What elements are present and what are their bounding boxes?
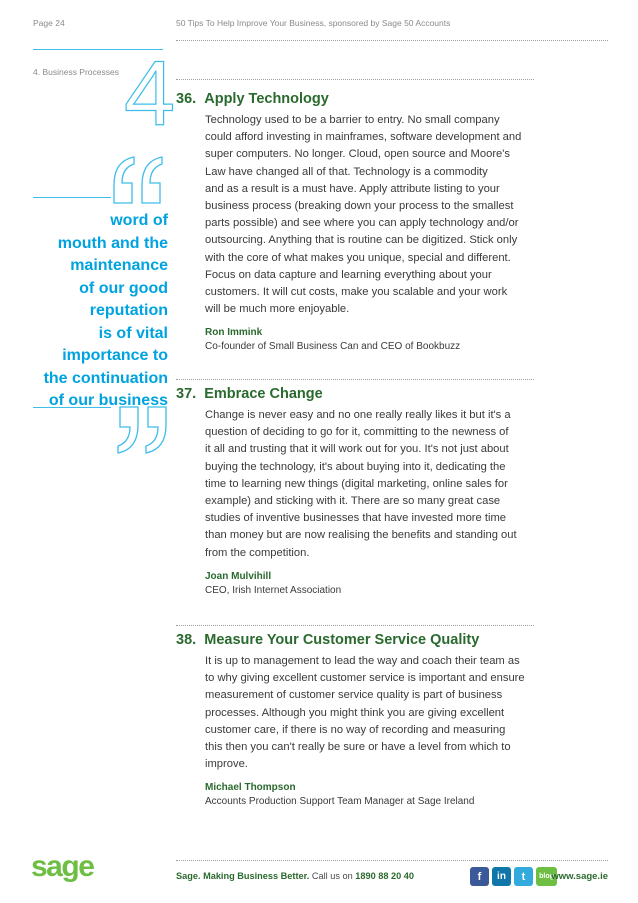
body-line: Change is never easy and no one really really likes it but it's a [205, 409, 511, 421]
document-title: 50 Tips To Help Improve Your Business, sponsored by Sage 50 Accounts [176, 18, 451, 28]
author-role: Accounts Production Support Team Manager at Sage Ireland [205, 796, 475, 808]
pull-quote [0, 210, 168, 413]
body-line: customers. It will cut costs, make you scalable and your work [205, 286, 508, 299]
body-line: Technology used to be a barrier to entry. No small company [205, 114, 500, 126]
quote-line: mouth and the [57, 234, 168, 252]
author-name: Ron Immink [205, 327, 263, 339]
tip-number: 37. [176, 386, 197, 402]
body-line: than money but are now realising the benefits and standing out [205, 529, 517, 542]
quote-line: of our good [79, 279, 168, 297]
body-line: could afford investing in mainframes, software development and [205, 131, 522, 144]
tip-heading: Measure Your Customer Service Quality [204, 632, 480, 648]
body-line: and as a result is a must have. Apply attribute listing to your [205, 182, 500, 195]
website-link[interactable]: www.sage.ie [551, 871, 608, 882]
tip-body [205, 653, 576, 773]
body-line: Law have changed all of that. Technology is a commodity [205, 165, 488, 178]
body-line: measurement of customer service quality is part of business [205, 689, 503, 702]
tip-divider [176, 625, 534, 626]
body-line: studies of inventive businesses that have invested more time [205, 512, 506, 525]
body-line: buying the technology, it's about buying into it, dedicating the [205, 460, 506, 473]
body-line: will be much more enjoyable. [205, 303, 350, 316]
sage-logo[interactable]: sage [31, 850, 94, 883]
footer-tagline-row [176, 871, 414, 881]
blog-icon[interactable]: blog [536, 867, 557, 886]
tip-number: 36. [176, 91, 197, 107]
tip-title [176, 632, 576, 648]
quote-line: the continuation [43, 369, 168, 387]
quote-bottom-rule [33, 407, 111, 408]
body-line: to why giving excellent customer service is important and ensure [205, 672, 525, 685]
quote-line: reputation [89, 302, 168, 319]
body-line: parts possible) and see where you can apply technology and/or [205, 217, 519, 230]
author-role: Co-founder of Small Business Can and CEO of Bookbuzz [205, 341, 461, 353]
author-name: Michael Thompson [205, 782, 296, 794]
tip-divider [176, 379, 534, 380]
tip-heading: Embrace Change [204, 386, 323, 402]
tip-37 [176, 386, 576, 596]
quote-line: maintenance [70, 257, 168, 274]
page-number: Page 24 [33, 18, 65, 28]
tip-title [176, 386, 576, 402]
header-divider [176, 40, 608, 41]
close-quote-icon [116, 405, 170, 455]
tip-heading: Apply Technology [204, 91, 329, 107]
body-line: question of deciding to go for it, committing to the newness of [205, 426, 509, 439]
footer-call-text: Call us on [311, 871, 353, 881]
twitter-icon[interactable]: t [514, 867, 533, 886]
body-line: time to learning new things (digital marketing, online sales for [205, 477, 508, 490]
quote-line: word of [110, 212, 168, 229]
body-line: with the core of what makes you unique, special and different. [205, 251, 511, 264]
body-line: it all and trusting that it will work out for you. It's not just about [205, 443, 509, 456]
tip-divider [176, 79, 534, 80]
body-line: from the competition. [205, 546, 310, 559]
body-line: this then you can't really be sure or have a level from which to [205, 741, 511, 754]
body-line: Focus on data capture and learning everything about your [205, 268, 492, 281]
body-line: outsourcing. Anything that is routine can be digitized. Stick only [205, 234, 518, 247]
section-number: 4 [124, 43, 176, 145]
tip-38 [176, 632, 576, 807]
facebook-icon[interactable]: f [470, 867, 489, 886]
body-line: It is up to management to lead the way and coach their team as [205, 655, 520, 667]
section-label: 4. Business Processes [33, 67, 119, 77]
footer-tagline: Sage. Making Business Better. [176, 871, 310, 881]
footer-divider [176, 860, 608, 861]
tip-body [205, 112, 576, 318]
body-line: customer care, if there is no way of recording and measuring [205, 723, 506, 736]
quote-line: is of vital [98, 324, 168, 342]
author-role: CEO, Irish Internet Association [205, 584, 342, 596]
linkedin-icon[interactable]: in [492, 867, 511, 886]
open-quote-icon [112, 155, 166, 205]
body-line: processes. Although you might think you are giving excellent [205, 706, 505, 719]
body-line: improve. [205, 758, 248, 771]
tip-number: 38. [176, 632, 197, 648]
footer-phone: 1890 88 20 40 [355, 871, 415, 881]
quote-line: of our business [48, 392, 168, 409]
body-line: super computers. No longer. Cloud, open source and Moore's [205, 148, 510, 161]
author-name: Joan Mulvihill [205, 570, 272, 582]
social-links [470, 867, 557, 886]
body-line: example) and sticking with it. There are so many great case [205, 495, 501, 508]
tip-36 [176, 91, 576, 352]
quote-line: importance to [62, 347, 168, 364]
body-line: business process (breaking down your process to the smallest [205, 200, 514, 213]
tip-body [205, 407, 576, 562]
tip-title [176, 91, 576, 107]
